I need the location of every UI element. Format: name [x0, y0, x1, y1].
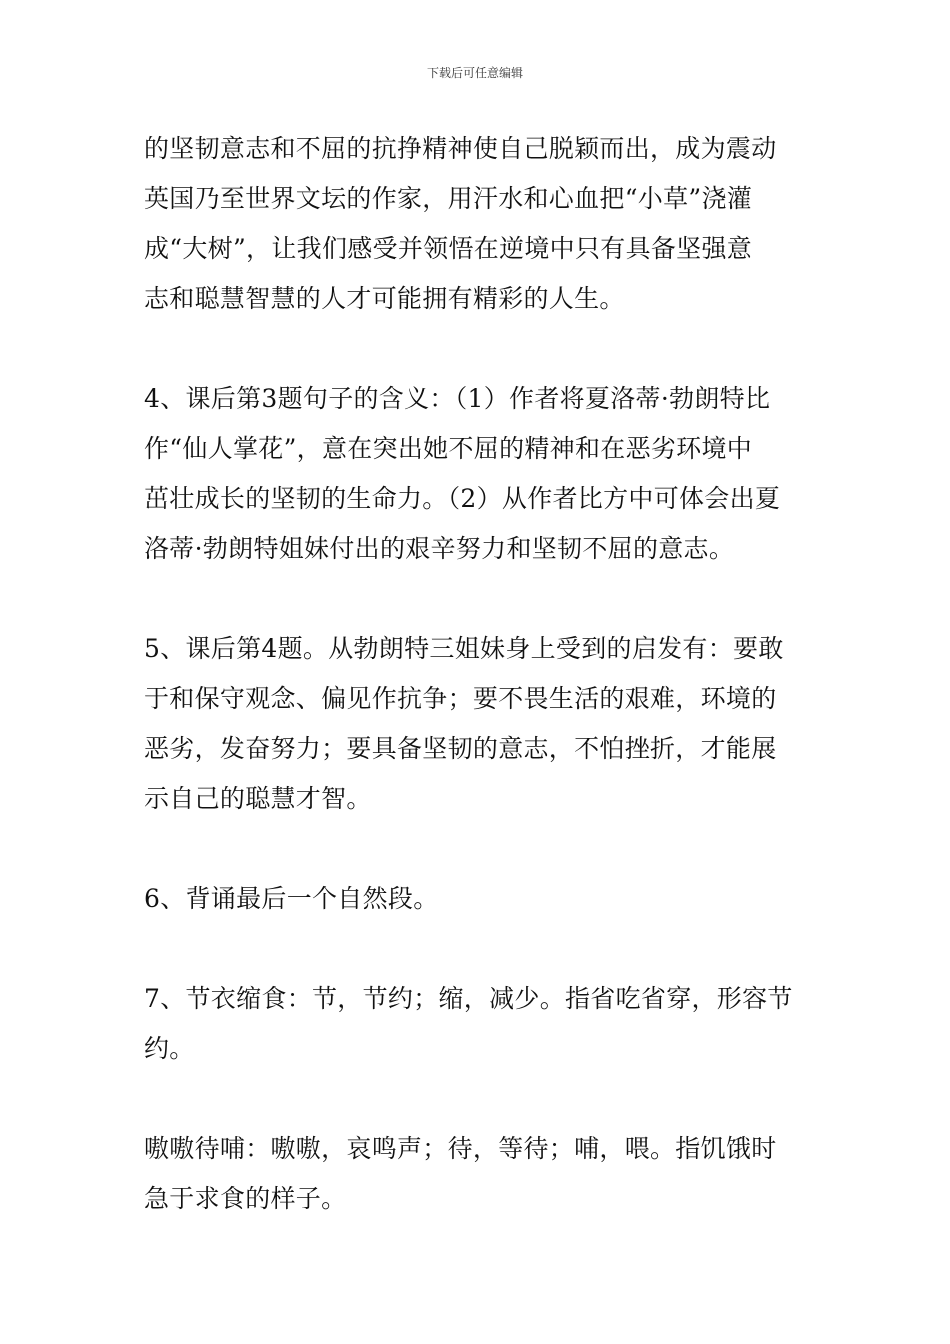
text-line: 恶劣，发奋努力；要具备坚韧的意志，不怕挫折，才能展: [144, 734, 777, 763]
paragraph-idiom: [144, 1124, 808, 1224]
text-line: 英国乃至世界文坛的作家，用汗水和心血把“小草”浇灌: [144, 184, 753, 213]
document-body: [144, 124, 808, 1224]
paragraph-spacer: [144, 324, 808, 374]
text-line: 成“大树”，让我们感受并领悟在逆境中只有具备坚强意: [144, 234, 753, 263]
paragraph-spacer: [144, 924, 808, 974]
text-line: 4、课后第3题句子的含义：（1）作者将夏洛蒂·勃朗特比: [144, 384, 771, 413]
paragraph-spacer: [144, 574, 808, 624]
text-line: 志和聪慧智慧的人才可能拥有精彩的人生。: [144, 284, 625, 313]
text-line: 于和保守观念、偏见作抗争；要不畏生活的艰难，环境的: [144, 684, 777, 713]
text-line: 7、节衣缩食：节，节约；缩，减少。指省吃省穿，形容节: [144, 984, 793, 1013]
paragraph-spacer: [144, 1074, 808, 1124]
paragraph-item-6: [144, 874, 808, 924]
paragraph-spacer: [144, 824, 808, 874]
text-line: 嗷嗷待哺：嗷嗷，哀鸣声；待，等待；哺，喂。指饥饿时: [144, 1134, 777, 1163]
text-line: 急于求食的样子。: [144, 1184, 347, 1213]
paragraph-item-5: [144, 624, 808, 824]
text-line: 的坚韧意志和不屈的抗挣精神使自己脱颖而出，成为震动: [144, 134, 777, 163]
paragraph-1: [144, 124, 808, 324]
page-header: 下载后可任意编辑: [426, 66, 523, 80]
paragraph-item-7: [144, 974, 808, 1074]
text-line: 茁壮成长的坚韧的生命力。（2）从作者比方中可体会出夏: [144, 484, 781, 513]
text-line: 示自己的聪慧才智。: [144, 784, 372, 813]
text-line: 约。: [144, 1034, 195, 1063]
text-line: 5、课后第4题。从勃朗特三姐妹身上受到的启发有：要敢: [144, 634, 784, 663]
text-line: 作“仙人掌花”，意在突出她不屈的精神和在恶劣环境中: [144, 434, 753, 463]
paragraph-item-4: [144, 374, 808, 574]
text-line: 洛蒂·勃朗特姐妹付出的艰辛努力和坚韧不屈的意志。: [144, 534, 735, 563]
text-line: 6、背诵最后一个自然段。: [144, 884, 439, 913]
